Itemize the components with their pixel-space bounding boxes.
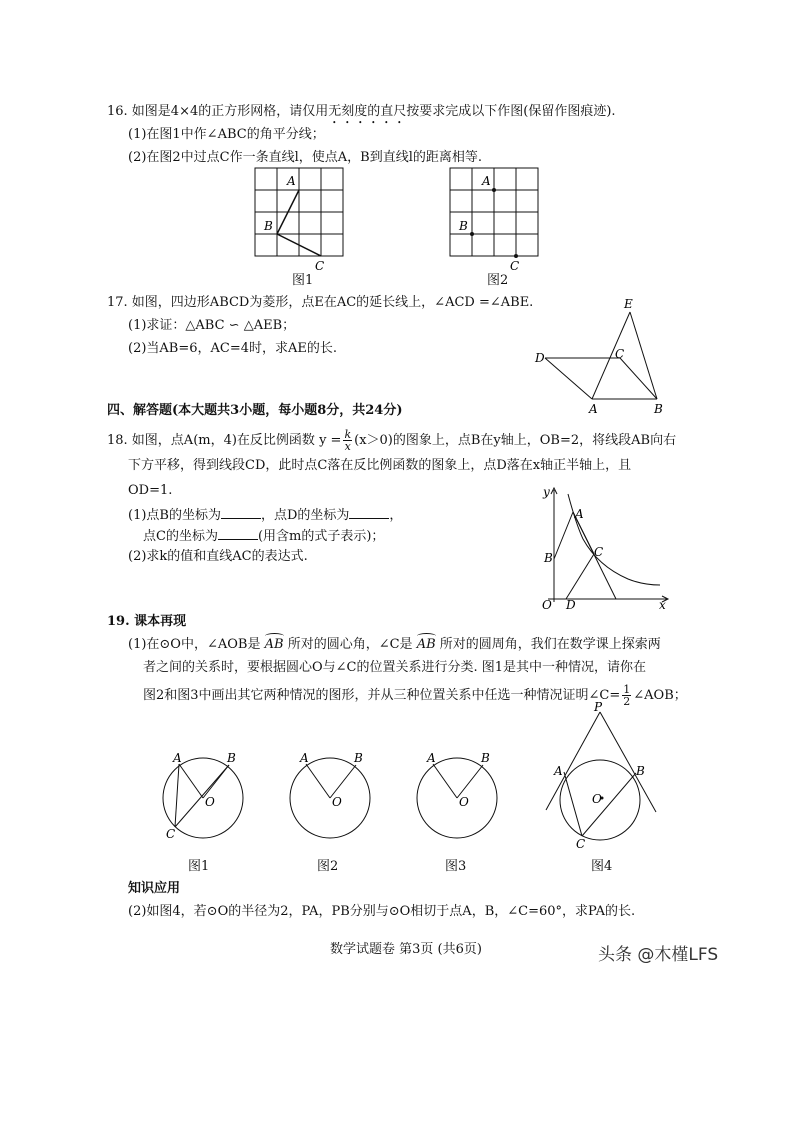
fig2-label-C: C — [510, 259, 520, 273]
q17-part2: (2)当AB=6，AC=4时，求AE的长. — [128, 341, 338, 356]
fig1-label-B: B — [264, 219, 273, 233]
q16-fig1-caption: 图1 — [292, 273, 314, 288]
q19-fig4-C: C — [576, 837, 586, 851]
q18-label-x: x — [659, 598, 666, 612]
q19-fig3-A: A — [427, 751, 436, 765]
q19-figure1 — [155, 748, 255, 848]
q17-label-C: C — [615, 347, 625, 361]
q17-label-B: B — [654, 402, 663, 416]
arc-AB-2: AB — [416, 637, 436, 652]
fig2-label-B: B — [459, 219, 468, 233]
q16-figure1 — [255, 168, 355, 278]
q19-fig2-O: O — [332, 795, 342, 809]
q17-label-E: E — [624, 297, 633, 311]
q18-label-O: O — [542, 598, 552, 612]
answer-blank-C[interactable] — [218, 527, 258, 540]
q19-fig1-C: C — [166, 827, 176, 841]
q18-label-B: B — [544, 551, 553, 565]
q16-part2: (2)在图2中过点C作一条直线l，使点A，B到直线l的距离相等. — [128, 150, 483, 165]
arc-AB: AB — [264, 637, 284, 652]
page-footer: 数学试题卷 第3页 (共6页) — [330, 942, 482, 957]
q19-fig3-B: B — [481, 751, 490, 765]
q18-label-D: D — [566, 598, 576, 612]
fig1-label-C: C — [315, 259, 325, 273]
q19-figure3 — [409, 748, 509, 848]
q16-stem: 16. 如图是4×4的正方形网格，请仅用无刻度的直尺按要求完成以下作图(保留作图痕迹). — [107, 104, 616, 119]
q16-figure2 — [450, 168, 550, 278]
q17-figure — [535, 296, 675, 421]
q18-line3: OD=1. — [128, 483, 173, 498]
q18-part1: (1)点B的坐标为 ，点D的坐标为 ， — [128, 508, 403, 523]
q18-figure — [538, 484, 678, 614]
q19-fig1-A: A — [173, 751, 182, 765]
fig2-label-A: A — [482, 174, 491, 188]
q19-figure2 — [282, 748, 382, 848]
q19-fig4-P: P — [594, 700, 603, 714]
q18-part2: (2)求k的值和直线AC的表达式. — [128, 549, 308, 564]
q18-label-C: C — [594, 545, 604, 559]
q19-fraction: $\frac{1}{2}$ — [623, 683, 631, 708]
q19-fig1-O: O — [205, 795, 215, 809]
q19-line3: 图2和图3中画出其它两种情况的图形，并从三种位置关系中任选一种情况证明∠C= $\frac{1}{2}$ ∠AOB； — [143, 683, 687, 708]
q19-caption-1: 图1 — [188, 859, 210, 874]
q19-fig1-B: B — [227, 751, 236, 765]
watermark: 头条 @木槿LFS — [598, 945, 719, 965]
q19-caption-4: 图4 — [591, 859, 613, 874]
q19-part2: (2)如图4，若⊙O的半径为2，PA，PB分别与⊙O相切于点A，B，∠C=60°，求PA的长. — [128, 904, 636, 919]
fig1-label-A: A — [287, 174, 296, 188]
q17-stem: 17. 如图，四边形ABCD为菱形，点E在AC的延长线上，∠ACD =∠ABE. — [107, 295, 534, 310]
q18-label-A: A — [575, 507, 584, 521]
answer-blank-B[interactable] — [221, 506, 261, 519]
q19-caption-3: 图3 — [445, 859, 467, 874]
q16-fig2-caption: 图2 — [487, 273, 509, 288]
q19-fig2-B: B — [354, 751, 363, 765]
q19-part1: (1)在⊙O中，∠AOB是 AB 所对的圆心角，∠C是 AB 所对的圆周角，我们在数学课上探索两 — [128, 637, 661, 652]
q17-label-A: A — [589, 402, 598, 416]
q18-part1-c: 点C的坐标为 (用含m的式子表示)； — [143, 529, 385, 544]
answer-blank-D[interactable] — [349, 506, 389, 519]
q18-label-y: y — [543, 485, 550, 499]
q19-line2: 者之间的关系时，要根据圆心O与∠C的位置关系进行分类. 图1是其中一种情况，请你在 — [143, 660, 647, 675]
q18-fraction: $\frac{k}{x}$ — [344, 428, 352, 453]
q17-part1: (1)求证：△ABC ∽ △AEB； — [128, 318, 296, 333]
q19-fig3-O: O — [459, 795, 469, 809]
q19-title: 19. 课本再现 — [107, 614, 187, 629]
q19-fig4-O: O — [592, 792, 602, 806]
q19-caption-2: 图2 — [317, 859, 339, 874]
q17-label-D: D — [535, 351, 545, 365]
q19-figure4 — [540, 700, 670, 850]
q19-fig4-A: A — [554, 764, 563, 778]
q19-knowledge-title: 知识应用 — [128, 881, 181, 896]
q18-stem: 18. 如图，点A(m，4)在反比例函数 y = $\frac{k}{x}$ (x＞0)的图象上，点B在y轴上，OB=2，将线段AB向右 — [107, 428, 677, 453]
q19-fig4-B: B — [636, 764, 645, 778]
section4-title: 四、解答题(本大题共3小题，每小题8分，共24分) — [107, 403, 403, 418]
q19-fig2-A: A — [300, 751, 309, 765]
q16-part1: (1)在图1中作∠ABC的角平分线； — [128, 127, 325, 142]
q18-line2: 下方平移，得到线段CD，此时点C落在反比例函数的图象上，点D落在x轴正半轴上，且 — [128, 458, 632, 473]
